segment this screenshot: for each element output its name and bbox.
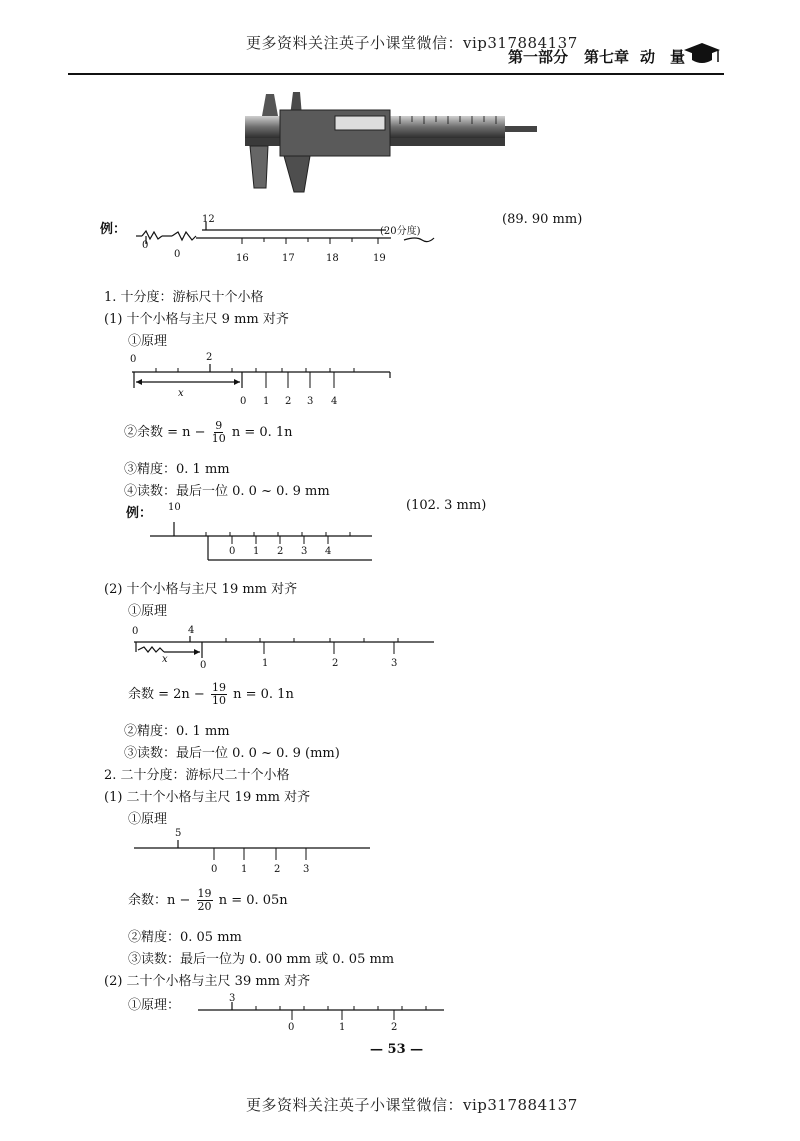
s2-sub1-vernier-1: 1 [241,864,248,875]
s1-sub1-heading: (1) 十个小格与主尺 9 mm 对齐 [104,312,289,327]
s1-example-diagram [150,512,376,562]
s2-sub1-frac-num: 19 [197,887,212,900]
s1-sub1-precision: ③精度：0. 1 mm [124,462,230,477]
s2-sub2-vernier-2: 2 [391,1022,398,1033]
s2-sub1-remainder-pre: 余数：n − [128,893,191,908]
s1-sub2-reading: ③读数：最后一位 0. 0 ~ 0. 9 (mm) [124,746,340,761]
s2-sub1-frac-den: 20 [197,900,212,913]
s1-sub2-fraction [211,682,227,707]
example-top-vernier-18: 18 [326,253,339,264]
s1-sub1-main-2: 2 [206,352,213,363]
s1-example-vernier-3: 3 [301,546,308,557]
s2-heading: 2. 二十分度：游标尺二十个小格 [104,768,290,783]
example-top-vernier-17: 17 [282,253,295,264]
s1-example-label: 例： [126,506,153,521]
s1-sub1-vernier-3: 3 [307,396,314,407]
s2-sub2-diagram [198,1000,448,1028]
s1-example-vernier-1: 1 [253,546,260,557]
s1-sub1-frac-num: 9 [215,419,223,432]
s1-sub1-principle: ①原理 [128,334,168,349]
s1-sub2-vernier-0: 0 [200,660,207,671]
s1-sub2-vernier-3: 3 [391,658,398,669]
s1-sub1-frac-den: 10 [211,432,226,445]
header-rule [68,73,724,75]
example-top-vernier-19: 19 [373,253,386,264]
header-chapter: 第七章 [584,48,630,66]
s2-sub2-principle: ①原理： [128,998,181,1013]
s2-sub1-remainder [128,888,288,913]
example-top-main-0: 0 [142,240,149,251]
s2-sub1-reading: ③读数：最后一位为 0. 00 mm 或 0. 05 mm [128,952,395,967]
s1-sub2-frac-num: 19 [211,681,226,694]
graduation-cap-icon [682,40,722,66]
s2-sub1-remainder-post: n = 0. 05n [218,893,288,908]
s2-sub1-main-5: 5 [175,828,182,839]
s1-sub2-precision: ②精度：0. 1 mm [124,724,230,739]
s2-sub1-precision: ②精度：0. 05 mm [128,930,242,945]
s1-sub2-remainder-pre: 余数 = 2n − [128,687,205,702]
s1-example-main-10: 10 [168,502,181,513]
s1-sub2-main-4: 4 [188,625,195,636]
s2-sub2-vernier-0: 0 [288,1022,295,1033]
example-top-vernier-0: 0 [174,249,181,260]
s2-sub1-vernier-3: 3 [303,864,310,875]
example-top-vernier-16: 16 [236,253,249,264]
s2-sub1-diagram [134,838,374,864]
s1-sub2-vernier-1: 1 [262,658,269,669]
s2-sub1-heading: (1) 二十个小格与主尺 19 mm 对齐 [104,790,311,805]
watermark-top: 更多资料关注英子小课堂微信：vip317884137 [246,34,578,52]
s1-sub2-principle: ①原理 [128,604,168,619]
watermark-bottom: 更多资料关注英子小课堂微信：vip317884137 [246,1096,578,1114]
s1-sub1-diagram [132,364,394,400]
s2-sub1-vernier-0: 0 [211,864,218,875]
s1-sub1-vernier-4: 4 [331,396,338,407]
s1-sub1-vernier-0: 0 [240,396,247,407]
vernier-caliper-illustration [240,88,540,198]
header-section: 第一部分 [508,48,569,66]
s2-sub1-vernier-2: 2 [274,864,281,875]
example-answer-top: (89. 90 mm) [502,212,583,227]
s1-example-vernier-0: 0 [229,546,236,557]
s1-heading: 1. 十分度：游标尺十个小格 [104,290,264,305]
s1-example-vernier-2: 2 [277,546,284,557]
s1-sub1-remainder-post: n = 0. 1n [231,425,293,440]
s1-sub2-main-0: 0 [132,626,139,637]
s1-sub2-x: x [162,654,168,665]
s1-sub2-remainder-post: n = 0. 1n [233,687,294,702]
s1-sub2-vernier-2: 2 [332,658,339,669]
s1-sub2-frac-den: 10 [211,694,226,707]
s1-sub1-main-0: 0 [130,354,137,365]
s1-sub2-heading: (2) 十个小格与主尺 19 mm 对齐 [104,582,298,597]
s1-sub1-x: x [178,388,184,399]
s1-example-answer: (102. 3 mm) [406,498,487,513]
s1-sub1-vernier-1: 1 [263,396,270,407]
s2-sub2-main-3: 3 [229,993,236,1004]
s1-sub1-vernier-2: 2 [285,396,292,407]
s2-sub1-principle: ①原理 [128,812,168,827]
s2-sub2-vernier-1: 1 [339,1022,346,1033]
s2-sub2-heading: (2) 二十个小格与主尺 39 mm 对齐 [104,974,311,989]
s1-example-vernier-4: 4 [325,546,332,557]
s1-sub2-remainder [128,682,294,707]
s1-sub1-fraction [212,420,226,445]
s1-sub1-remainder-pre: ②余数 = n − [124,425,206,440]
example-top-main-12: 12 [202,214,215,225]
s1-sub1-remainder [124,420,293,445]
s1-sub1-reading: ④读数：最后一位 0. 0 ~ 0. 9 mm [124,484,330,499]
example-label-top: 例： [100,222,127,237]
example-top-note: (20分度) [380,226,421,237]
s2-sub1-fraction [197,888,213,913]
header-topic: 动 量 [640,48,686,66]
page-number: — 53 — [370,1042,424,1057]
